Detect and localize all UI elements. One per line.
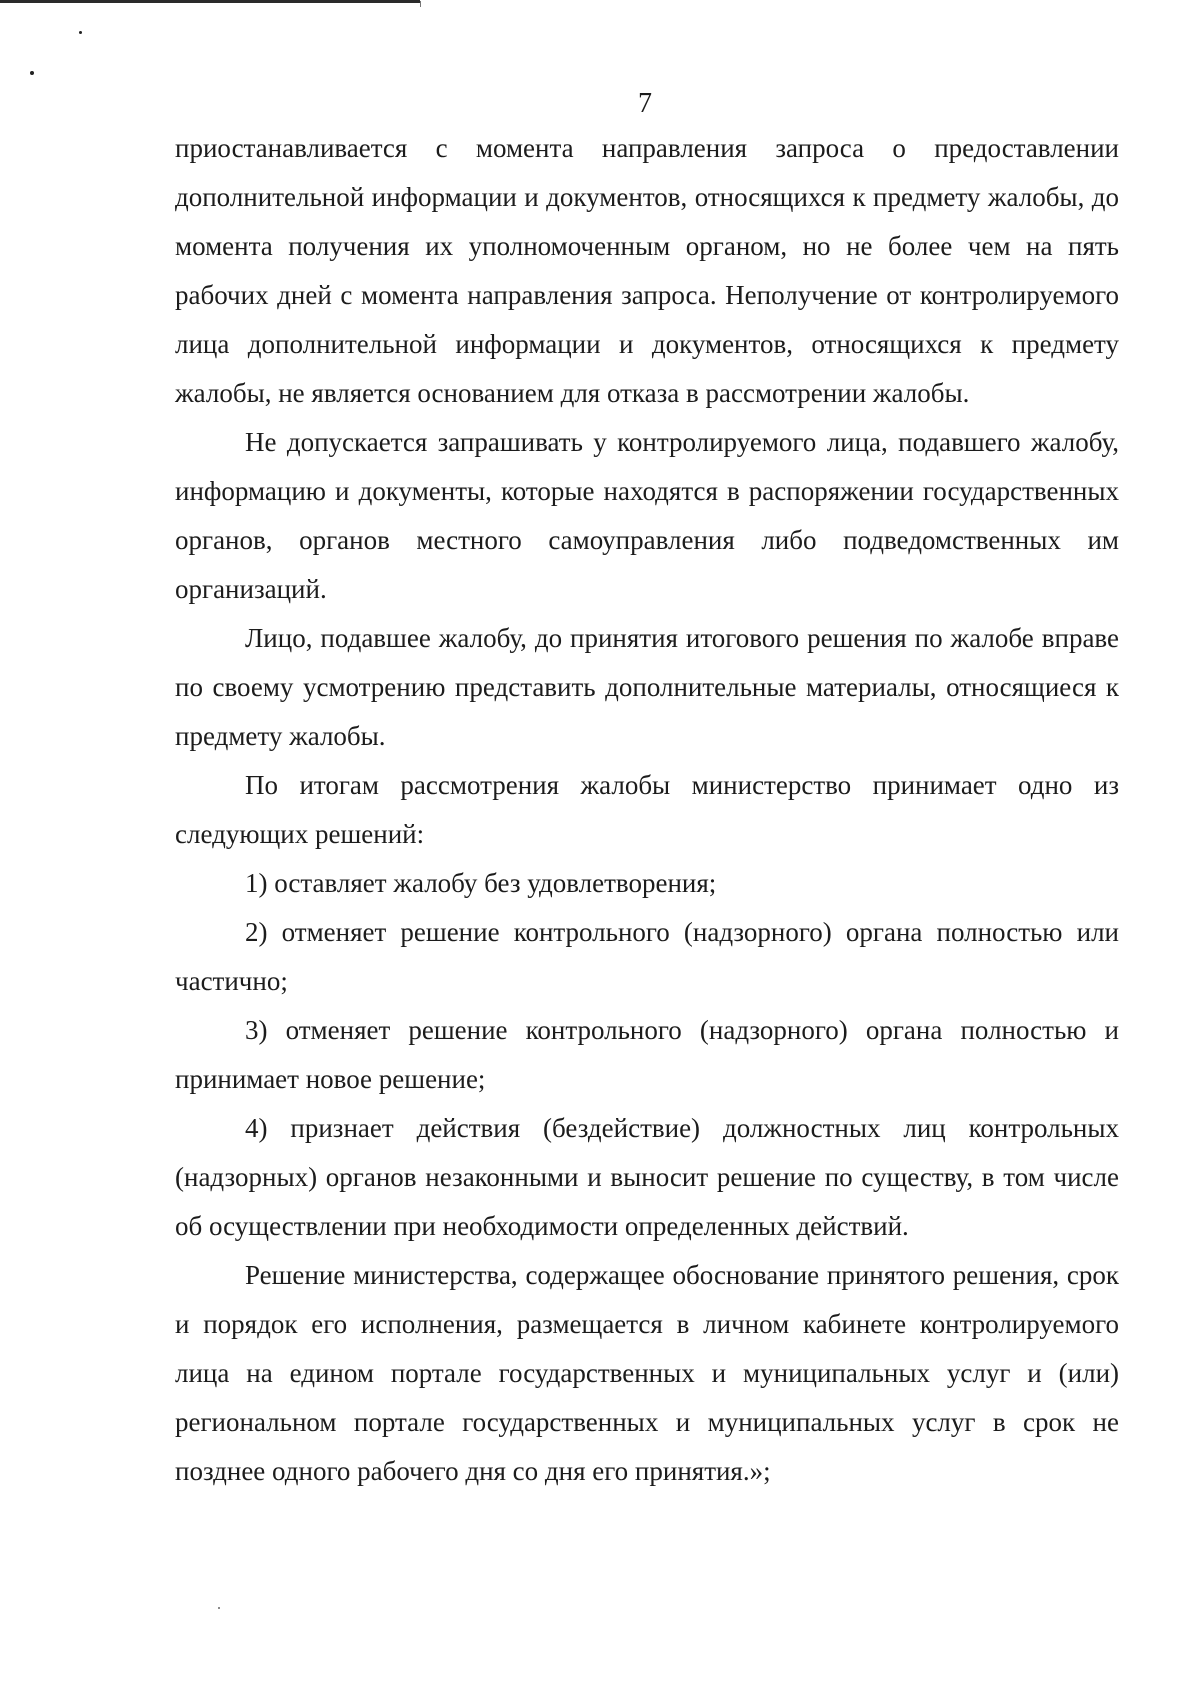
list-item-decision-2	[175, 908, 1119, 1006]
text-line: относящихся к предмету жалобы, не является основанием для отказа в	[175, 329, 1119, 408]
document-body	[175, 124, 1119, 1496]
text-line: дополнительной информации и документов, относящихся к предмету	[175, 182, 981, 212]
list-item-decision-3	[175, 1006, 1119, 1104]
paragraph-additional-materials	[175, 614, 1119, 761]
paragraph-decision-publication	[175, 1251, 1119, 1496]
text-line: приостанавливается с момента направления запроса о предоставлении	[175, 133, 1119, 163]
text-line: По итогам рассмотрения жалобы министерство принимает одно из	[245, 770, 1119, 800]
text-line: 4) признает действия (бездействие) должностных лиц контрольных	[245, 1113, 1119, 1143]
page-number: 7	[638, 88, 652, 119]
text-line: рассмотрении жалобы.	[705, 378, 970, 408]
text-line: вправе по своему усмотрению представить дополнительные материалы,	[175, 623, 1120, 702]
list-item-decision-1	[175, 859, 1119, 908]
paragraph-continuation	[175, 124, 1119, 418]
scan-speck	[79, 31, 82, 34]
text-line: контролируемого лица дополнительной информации и документов,	[175, 280, 1120, 359]
text-line: срок и порядок его исполнения, размещается в личном кабинете	[175, 1260, 1120, 1339]
scan-top-rule	[0, 0, 420, 3]
paragraph-no-request	[175, 418, 1119, 614]
text-line: относящиеся к предмету жалобы.	[175, 672, 1120, 751]
text-line: муниципальных услуг в срок не позднее одного рабочего дня со дня его	[175, 1407, 1119, 1486]
text-line: 3) отменяет решение контрольного (надзорного) органа полностью и	[245, 1015, 1119, 1045]
paragraph-decisions-intro	[175, 761, 1119, 859]
text-line: контролируемого лица на едином портале государственных и	[175, 1309, 1120, 1388]
list-item-decision-4	[175, 1104, 1119, 1251]
text-line: Не допускается запрашивать у контролируемого лица, подавшего	[245, 427, 1021, 457]
text-line: Решение министерства, содержащее обоснование принятого решения,	[245, 1260, 1060, 1290]
text-line: муниципальных услуг и (или) региональном портале государственных и	[175, 1358, 1120, 1437]
text-line: 2) отменяет решение контрольного (надзорного) органа полностью или	[245, 917, 1119, 947]
scan-speck	[218, 1607, 220, 1609]
scan-rule-tick	[420, 1, 421, 7]
text-line: чем на пять рабочих дней с момента направления запроса. Неполучение от	[175, 231, 1119, 310]
text-line: (надзорных) органов незаконными и выносит решение по существу, в том	[175, 1162, 1045, 1192]
text-line: подведомственных им организаций.	[175, 525, 1119, 604]
text-line: государственных органов, органов местного самоуправления либо	[175, 476, 1120, 555]
text-line: Лицо, подавшее жалобу, до принятия итогового решения по жалобе	[245, 623, 1034, 653]
text-line: жалобу, информацию и документы, которые находятся в распоряжении	[175, 427, 1119, 506]
text-line: числе об осуществлении при необходимости определенных действий.	[175, 1162, 1119, 1241]
text-line: принимает новое решение;	[175, 1064, 486, 1094]
scan-speck	[30, 71, 34, 75]
text-line: 1) оставляет жалобу без удовлетворения;	[245, 868, 717, 898]
text-line: следующих решений:	[175, 819, 425, 849]
text-line: жалобы, до момента получения их уполномоченным органом, но не более	[175, 182, 1120, 261]
text-line: принятия.»;	[634, 1456, 771, 1486]
text-line: частично;	[175, 966, 288, 996]
